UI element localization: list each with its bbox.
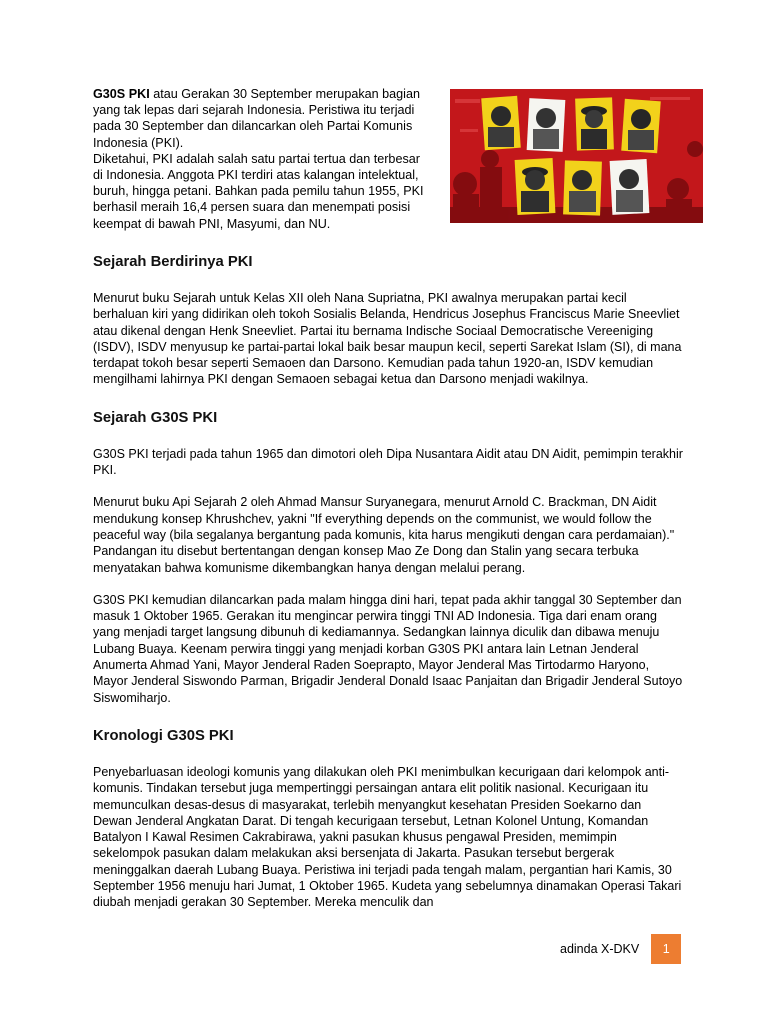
paragraph-g30s-2: Menurut buku Api Sejarah 2 oleh Ahmad Mansur Suryanegara, menurut Arnold C. Brackman, DN Aidit mendukung konsep Khrushchev, yakni "If everything depends on the communist, we would follow the peaceful way (bila segalanya bergantung pada komunis, kita harus mengikuti dengan cara perdamaian)." Pandangan itu disebut bertentangan dengan konsep Mao Ze Dong dan Stalin yang secara terbuka menyatakan bahwa komunisme dikembangkan hanya dengan melalui perang. bbox=[93, 495, 675, 575]
portrait-4 bbox=[621, 99, 661, 153]
page-number-badge: 1 bbox=[651, 934, 681, 964]
paragraph-kronologi-1: Penyebarluasan ideologi komunis yang dilakukan oleh PKI menimbulkan kecurigaan dari kelompok anti-komunis. Tindakan tersebut juga mempertinggi persaingan antara elit politik nasional. Kecurigaan itu memunculkan desas-desus di masyarakat, terlebih menyangkut kesehatan Presiden Soekarno dan Dewan Jenderal Angkatan Darat. Di tengah kecurigaan tersebut, Letnan Kolonel Untung, Komandan Batalyon I Kawal Resimen Cakrabirawa, yakni pasukan khusus pengawal Presiden, memimpin sekelompok pasukan dalam melakukan aksi bersenjata di Jakarta. Pasukan tersebut bergerak meninggalkan daerah Lubang Buaya. Peristiwa ini terjadi pada tengah malam, pergantian hari Kamis, 30 September 1956 menuju hari Jumat, 1 Oktober 1965. Kudeta yang sebelumnya dinamakan Operasi Takari diubah menjadi gerakan 30 September. Mereka menculik dan bbox=[93, 764, 682, 910]
paragraph-g30s-3: G30S PKI kemudian dilancarkan pada malam hingga dini hari, tepat pada akhir tanggal 30 September dan masuk 1 Oktober 1965. Gerakan itu mengincar perwira tinggi TNI AD Indonesia. Tiga dari enam orang yang menjadi target langsung dibunuh di kediamannya. Sedangkan lainnya diculik dan dibawa menuju Lubang Buaya. Keenam perwira tinggi yang menjadi korban G30S PKI antara lain Letnan Jenderal Anumerta Ahmad Yani, Mayor Jenderal Raden Soeprapto, Mayor Jenderal Mas Tirtodarmo Haryono, Mayor Jenderal Siswondo Parman, Brigadir Jenderal Donald Isaac Panjaitan dan Brigadir Jenderal Sutoyo Siswomiharjo. bbox=[93, 592, 683, 705]
paragraph-g30s-1: G30S PKI terjadi pada tahun 1965 dan dimotori oleh Dipa Nusantara Aidit atau DN Aidit, pemimpin terakhir PKI. bbox=[93, 446, 683, 478]
portrait-6 bbox=[563, 160, 602, 215]
g30s-portraits-image bbox=[450, 89, 703, 223]
portrait-2 bbox=[527, 98, 566, 152]
main-content bbox=[93, 251, 683, 911]
heading-sejarah-berdirinya-pki: Sejarah Berdirinya PKI bbox=[93, 254, 253, 270]
intro-paragraph-2: Diketahui, PKI adalah salah satu partai tertua dan terbesar di Indonesia. Anggota PKI terdiri atas kalangan intelektual, buruh, hingga petani. Bahkan pada pemilu tahun 1955, PKI berhasil meraih 16,4 persen suara dan menempati posisi keempat di bawah PNI, Masyumi, dan NU. bbox=[93, 151, 424, 231]
heading-kronologi-g30s-pki: Kronologi G30S PKI bbox=[93, 727, 234, 744]
intro-p1-text: atau Gerakan 30 September merupakan bagian yang tak lepas dari sejarah Indonesia. Peristiwa itu terjadi pada 30 September dan dilancarkan oleh Partai Komunis Indonesia (PKI). bbox=[93, 87, 420, 150]
paragraph-berdirinya-1: Menurut buku Sejarah untuk Kelas XII oleh Nana Supriatna, PKI awalnya merupakan partai kecil berhaluan kiri yang didirikan oleh tokoh Sosialis Belanda, Hendricus Josephus Franciscus Marie Sneevliet atau dikenal dengan Henk Sneevliet. Partai itu bernama Indische Sociaal Democratische Vereeniging (ISDV), ISDV menyusup ke partai-partai lokal baik besar maupun kecil, seperti Sarekat Islam (SI), di mana terdapat tokoh besar seperti Semaoen dan Darsono. Kemudian pada tahun 1920-an, ISDV kemudian mengilhami lahirnya PKI dengan Semaoen sebagai ketua dan Darsono menjadi wakilnya. bbox=[93, 291, 682, 387]
footer-author: adinda X-DKV bbox=[560, 942, 640, 956]
portrait-5 bbox=[515, 158, 556, 215]
portrait-1 bbox=[481, 96, 521, 150]
intro-bold-lead: G30S PKI bbox=[93, 87, 150, 101]
portraits-collage-graphic bbox=[450, 89, 703, 223]
intro-paragraph-1 bbox=[93, 86, 433, 151]
page-footer bbox=[560, 934, 681, 964]
intro-block bbox=[93, 86, 433, 232]
portrait-7 bbox=[610, 159, 650, 215]
heading-sejarah-g30s-pki: Sejarah G30S PKI bbox=[93, 409, 218, 426]
portrait-3 bbox=[575, 97, 614, 150]
